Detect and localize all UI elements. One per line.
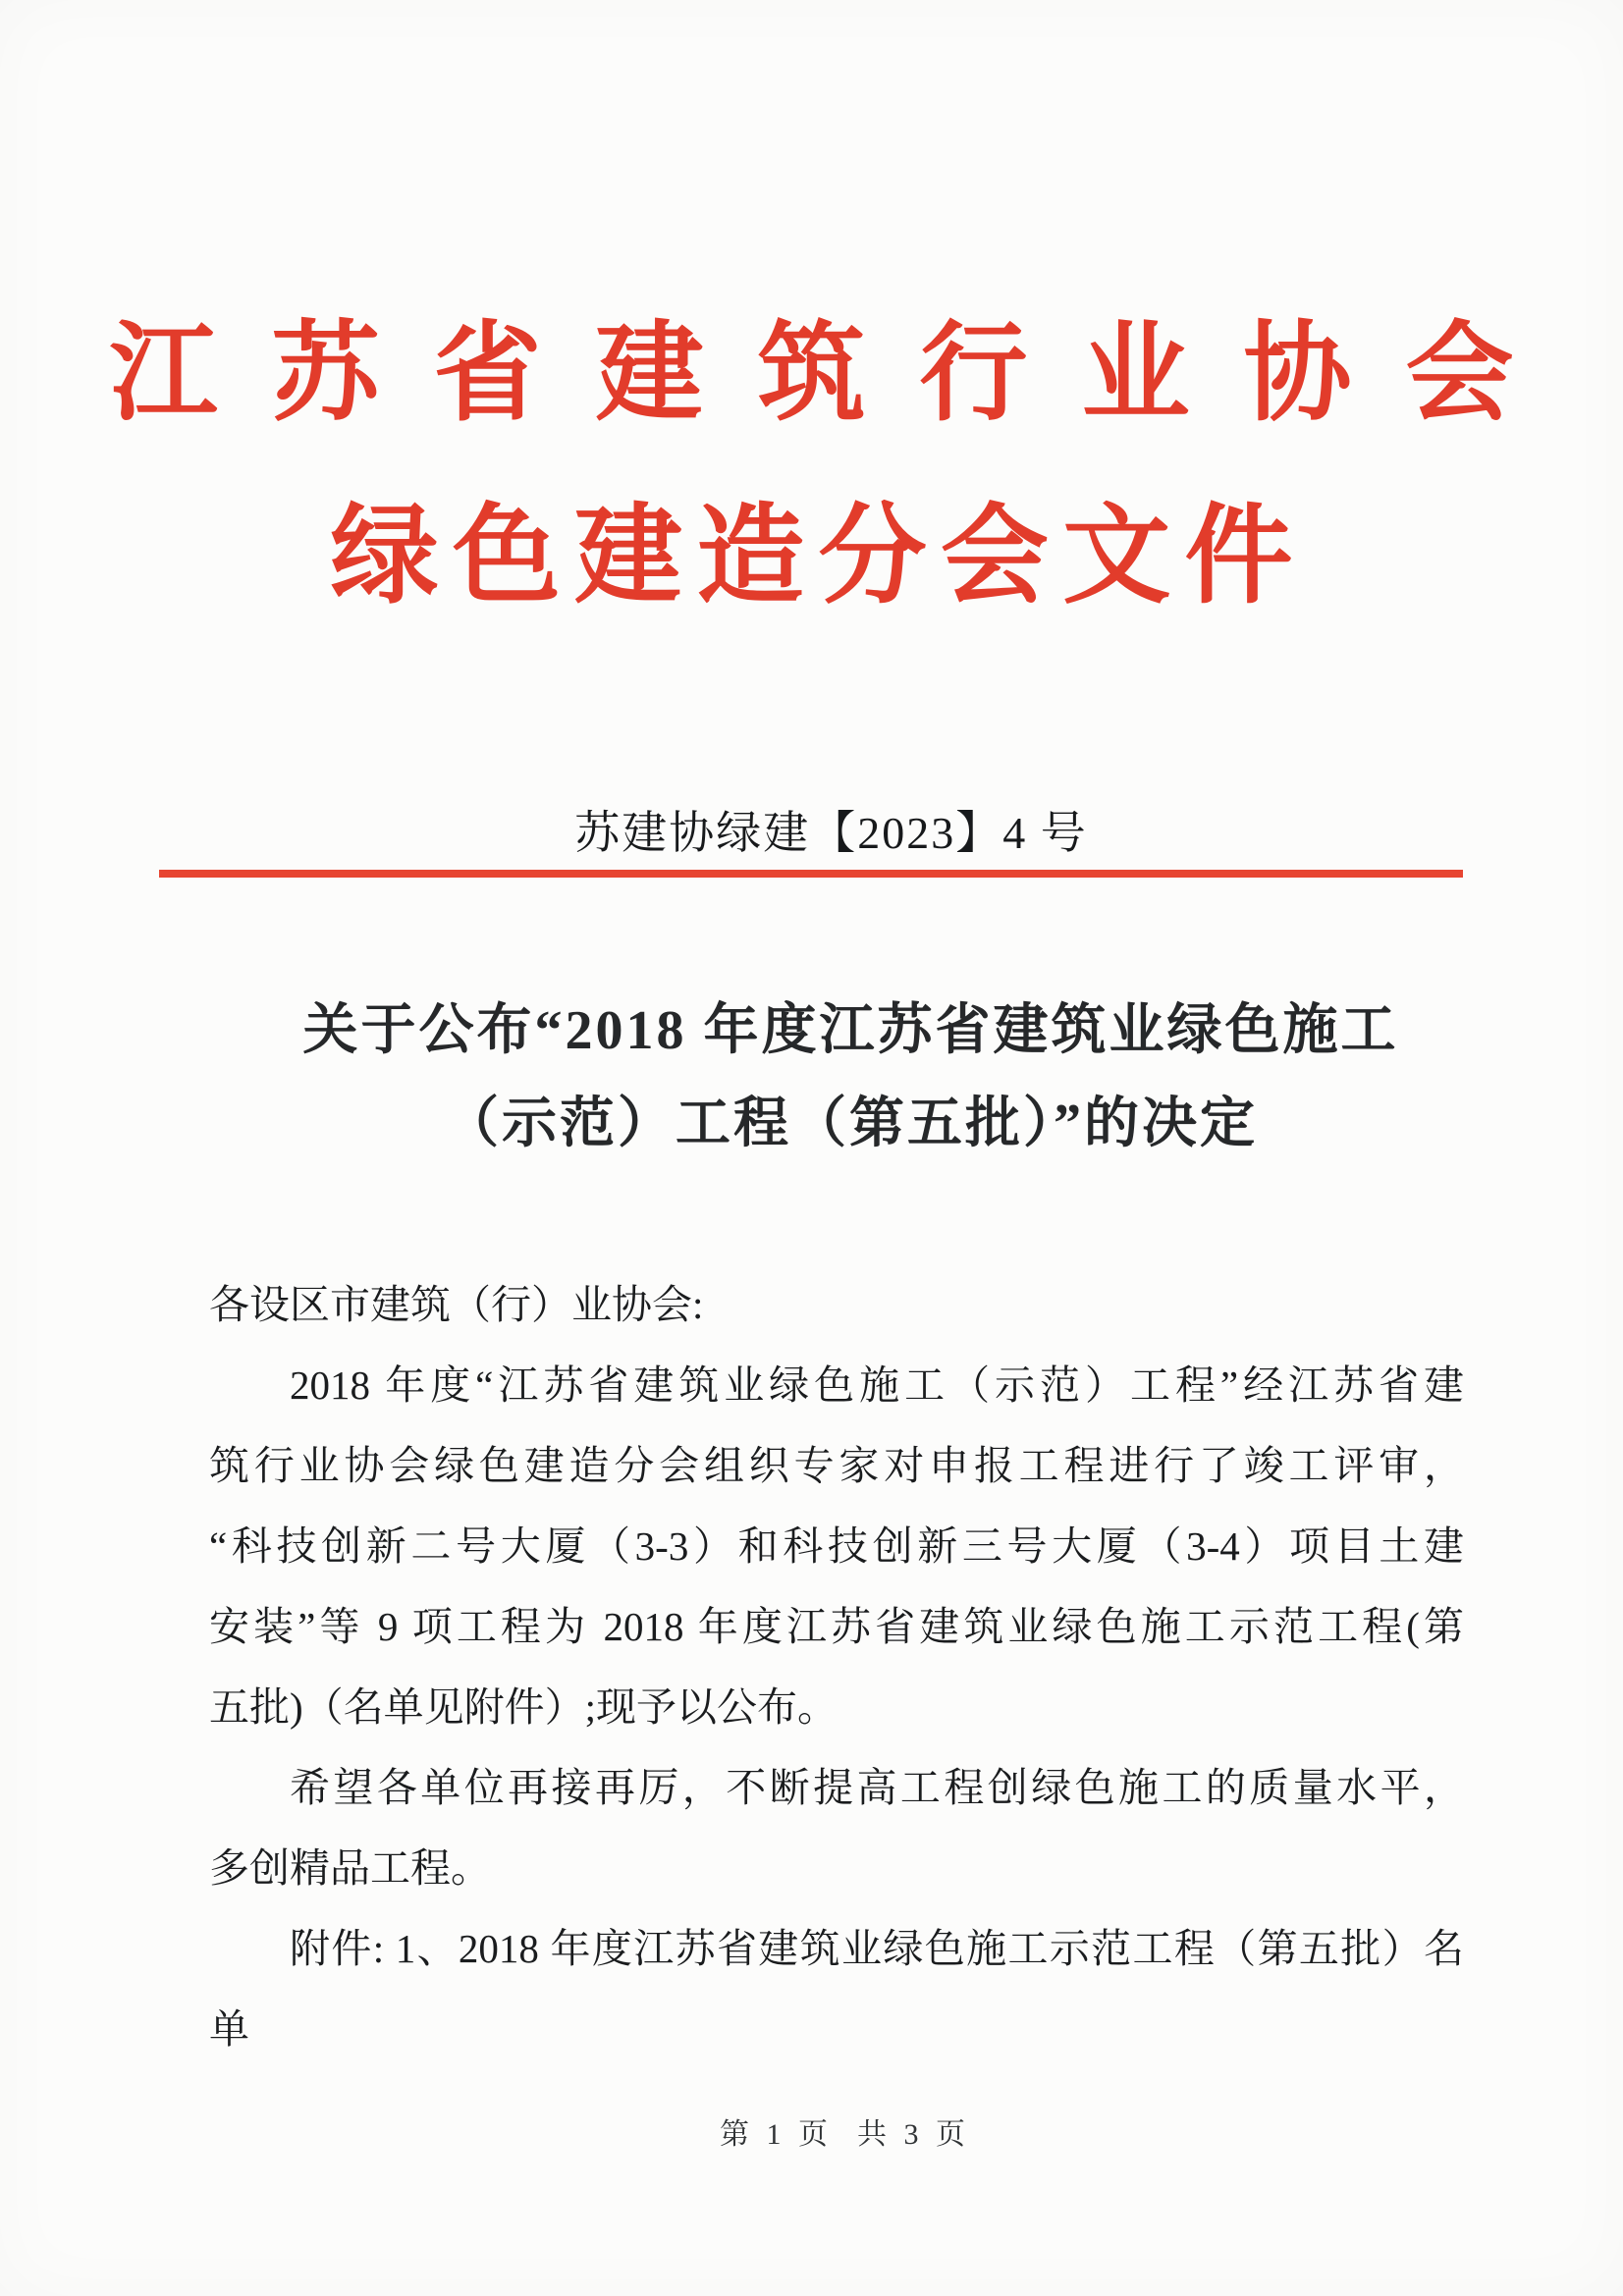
document-body — [209, 1264, 1464, 2069]
document-number: 苏建协绿建【2023】4 号 — [574, 808, 1088, 858]
body-line: “科技创新二号大厦（3-3）和科技创新三号大厦（3-4）项目土建 — [209, 1523, 1464, 1569]
body-line: 五批)（名单见附件）;现予以公布。 — [209, 1684, 839, 1730]
masthead-line-2: 绿色建造分会文件 — [330, 497, 1307, 616]
body-line: 安装”等 9 项工程为 2018 年度江苏省建筑业绿色施工示范工程(第 — [209, 1604, 1464, 1649]
body-line: 希望各单位再接再厉，不断提高工程创绿色施工的质量水平， — [290, 1765, 1464, 1810]
salutation-line: 各设区市建筑（行）业协会: — [209, 1282, 704, 1327]
page-number-footer: 第 1 页 共 3 页 — [720, 2118, 970, 2151]
document-title-line-2: （示范）工程（第五批）”的决定 — [444, 1094, 1258, 1154]
body-line: 多创精品工程。 — [209, 1845, 491, 1891]
body-line: 2018 年度“江苏省建筑业绿色施工（示范）工程”经江苏省建 — [290, 1362, 1464, 1408]
masthead-line-1: 江苏省建筑行业协会 — [109, 314, 1568, 434]
attachment-line: 附件: 1、2018 年度江苏省建筑业绿色施工示范工程（第五批）名单 — [209, 1926, 1464, 2052]
body-line: 筑行业协会绿色建造分会组织专家对申报工程进行了竣工评审， — [209, 1443, 1464, 1488]
red-separator-line — [159, 870, 1463, 878]
document-title-line-1: 关于公布“2018 年度江苏省建筑业绿色施工 — [302, 1000, 1399, 1061]
